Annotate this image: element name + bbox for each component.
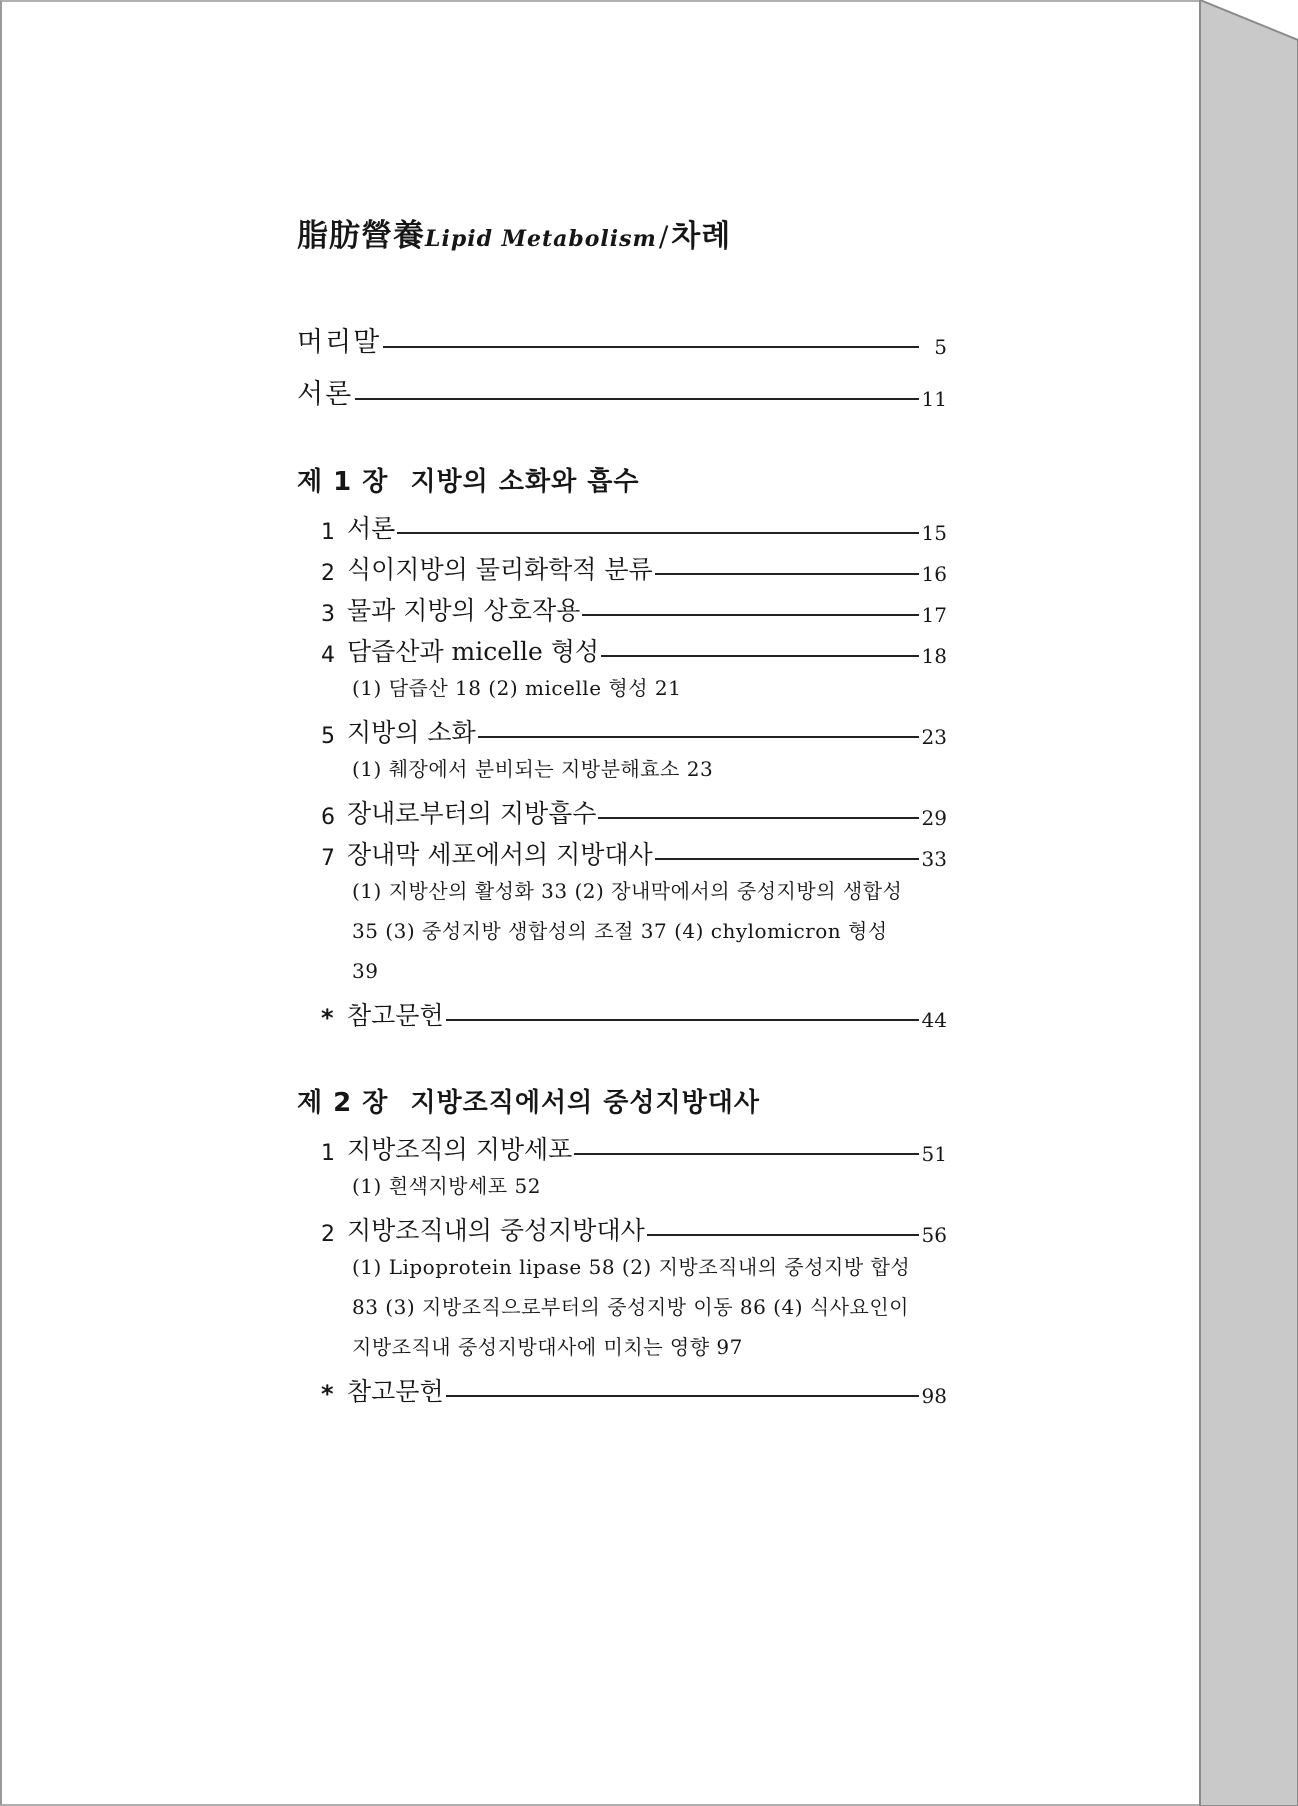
entry-page: 17 — [921, 603, 947, 627]
subsection-list: (1) 췌장에서 분비되는 지방분해효소 23 — [352, 757, 714, 781]
entry-page: 18 — [921, 644, 947, 668]
entry-page: 23 — [921, 725, 947, 749]
toc-entry-preface[interactable] — [297, 307, 947, 359]
subsection-list: (1) 지방산의 활성화 33 (2) 장내막에서의 중성지방의 생합성 35 (3) 중성지방 생합성의 조절 37 (4) chylomicron 형성 39 — [352, 879, 903, 983]
title-hanja: 脂肪營養 — [297, 218, 425, 254]
leader-line — [397, 532, 919, 534]
title-latin: Lipid Metabolism — [425, 226, 657, 252]
entry-page: 44 — [921, 1008, 947, 1032]
asterisk-icon: * — [321, 1380, 334, 1408]
entry-page: 15 — [921, 521, 947, 545]
entry-page: 5 — [934, 335, 947, 359]
section-number: 1 — [321, 1141, 335, 1166]
entry-label: 장내막 세포에서의 지방대사 — [347, 840, 653, 869]
entry-label: 참고문헌 — [347, 1001, 444, 1030]
leader-line — [598, 817, 919, 819]
entry-label: 참고문헌 — [347, 1377, 444, 1406]
toc-entry[interactable] — [297, 1125, 947, 1166]
toc-entry[interactable] — [297, 627, 947, 668]
leader-line — [582, 614, 919, 616]
title-separator: / — [658, 220, 670, 253]
leader-line — [655, 573, 919, 575]
leader-line — [647, 1234, 919, 1236]
chapter-label: 제 1 장 — [297, 467, 389, 497]
leader-line — [574, 1153, 919, 1155]
asterisk-icon: * — [321, 1004, 334, 1032]
leader-line — [601, 655, 919, 657]
toc-entry-references[interactable] — [297, 991, 947, 1032]
entry-page: 11 — [921, 387, 947, 411]
leader-line — [478, 736, 919, 738]
leader-line — [446, 1395, 919, 1397]
section-number: 2 — [321, 561, 335, 586]
chapter-title: 지방의 소화와 흡수 — [410, 467, 640, 497]
subsection-list: (1) 흰색지방세포 52 — [352, 1174, 541, 1198]
toc-entry-introduction[interactable] — [297, 359, 947, 411]
entry-label: 머리말 — [297, 327, 382, 358]
toc-entry[interactable] — [297, 789, 947, 830]
leader-line — [355, 398, 919, 400]
page-title — [297, 210, 947, 255]
section-number: 5 — [321, 724, 335, 749]
entry-label: 식이지방의 물리화학적 분류 — [347, 555, 653, 584]
entry-page: 16 — [921, 562, 947, 586]
section-number: 1 — [321, 520, 335, 545]
section-number: 6 — [321, 805, 335, 830]
entry-page: 56 — [921, 1223, 947, 1247]
leader-line — [383, 346, 919, 348]
toc-entry[interactable] — [297, 830, 947, 871]
chapter-label: 제 2 장 — [297, 1088, 389, 1118]
leader-line — [446, 1019, 919, 1021]
toc-entry[interactable] — [297, 586, 947, 627]
table-of-contents — [297, 210, 947, 1408]
entry-label: 지방조직의 지방세포 — [347, 1135, 573, 1164]
entry-label: 지방조직내의 중성지방대사 — [347, 1216, 645, 1245]
toc-entry[interactable] — [297, 708, 947, 749]
section-number: 2 — [321, 1222, 335, 1247]
entry-label: 서론 — [347, 514, 396, 543]
subsection-list: (1) 담즙산 18 (2) micelle 형성 21 — [352, 676, 682, 700]
entry-page: 33 — [921, 847, 947, 871]
subsection-list: (1) Lipoprotein lipase 58 (2) 지방조직내의 중성지방 합성 83 (3) 지방조직으로부터의 중성지방 이동 86 (4) 식사요인이 지방조직내 중성지방대사에 미치는 영향 97 — [352, 1255, 911, 1359]
entry-label: 서론 — [297, 379, 354, 410]
section-number: 4 — [321, 643, 335, 668]
leader-line — [655, 858, 919, 860]
toc-entry[interactable] — [297, 1206, 947, 1247]
toc-entry-references[interactable] — [297, 1367, 947, 1408]
entry-page: 98 — [921, 1384, 947, 1408]
entry-label: 담즙산과 micelle 형성 — [347, 637, 600, 666]
toc-entry[interactable] — [297, 504, 947, 545]
chapter-heading — [297, 461, 947, 498]
entry-label: 지방의 소화 — [347, 718, 476, 747]
title-korean: 차례 — [671, 219, 732, 254]
toc-entry[interactable] — [297, 545, 947, 586]
entry-page: 29 — [921, 806, 947, 830]
chapter-heading — [297, 1082, 947, 1119]
chapter-title: 지방조직에서의 중성지방대사 — [410, 1088, 760, 1118]
entry-label: 장내로부터의 지방흡수 — [347, 799, 597, 828]
entry-label: 물과 지방의 상호작용 — [347, 596, 581, 625]
entry-page: 51 — [921, 1142, 947, 1166]
section-number: 7 — [321, 846, 335, 871]
section-number: 3 — [321, 602, 335, 627]
